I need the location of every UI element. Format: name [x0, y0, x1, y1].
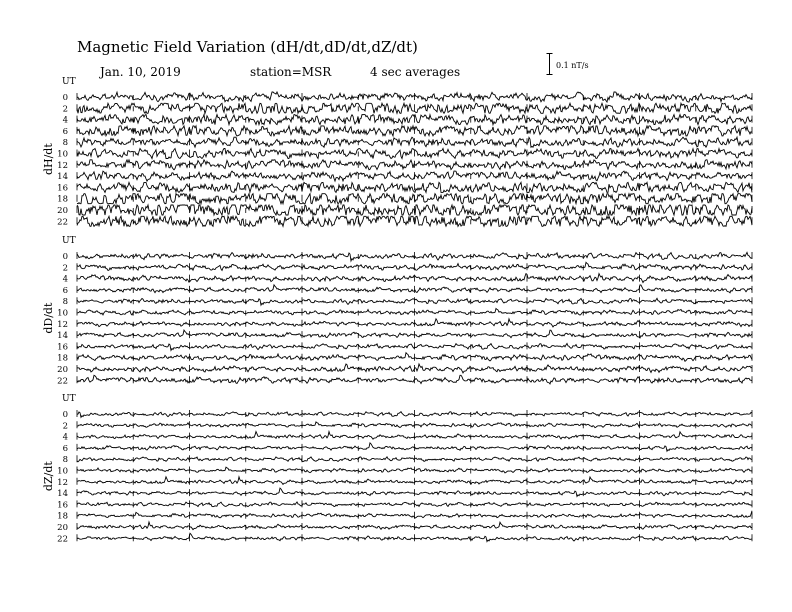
row-label: 18 — [57, 194, 68, 205]
row-label: 8 — [62, 455, 68, 466]
row-label: 18 — [57, 511, 68, 522]
row-label: 16 — [57, 500, 68, 511]
row-label: 22 — [57, 534, 68, 545]
row-label: 6 — [62, 285, 68, 296]
panel-ylabel: dD/dt — [42, 302, 55, 334]
row-label: 12 — [57, 477, 68, 488]
row-label: 2 — [62, 104, 68, 115]
chart-title: Magnetic Field Variation (dH/dt,dD/dt,dZ/dt) — [77, 38, 418, 56]
row-label: 22 — [57, 376, 68, 387]
row-label: 0 — [62, 410, 68, 420]
panel-dD-dt — [42, 236, 752, 386]
row-label: 20 — [57, 206, 68, 216]
row-label: 12 — [57, 319, 68, 330]
row-label: 20 — [57, 365, 68, 375]
date-label: Jan. 10, 2019 — [100, 65, 181, 79]
panel-dZ-dt — [42, 394, 752, 544]
row-label: 4 — [62, 115, 68, 126]
row-label: 10 — [57, 466, 68, 477]
row-label: 2 — [62, 263, 68, 274]
ut-label: UT — [62, 236, 76, 246]
row-label: 16 — [57, 342, 68, 353]
row-label: 0 — [62, 252, 68, 262]
row-label: 14 — [57, 172, 68, 183]
row-label: 6 — [62, 126, 68, 137]
row-label: 0 — [62, 93, 68, 103]
row-label: 20 — [57, 523, 68, 533]
row-label: 10 — [57, 308, 68, 319]
ut-label: UT — [62, 394, 76, 404]
panel-dH-dt — [42, 77, 752, 227]
row-label: 10 — [57, 149, 68, 160]
row-label: 16 — [57, 183, 68, 194]
row-label: 18 — [57, 353, 68, 364]
row-label: 8 — [62, 138, 68, 149]
scale-bar — [546, 53, 553, 75]
station-label: station=MSR — [250, 65, 332, 79]
row-label: 22 — [57, 217, 68, 228]
row-label: 8 — [62, 297, 68, 308]
averaging-label: 4 sec averages — [370, 65, 461, 79]
row-label: 14 — [57, 331, 68, 342]
panel-ylabel: dH/dt — [42, 143, 55, 176]
row-label: 14 — [57, 489, 68, 500]
row-label: 2 — [62, 421, 68, 432]
row-label: 4 — [62, 274, 68, 285]
scale-bar-label: 0.1 nT/s — [556, 61, 589, 70]
row-label: 12 — [57, 160, 68, 171]
panel-ylabel: dZ/dt — [42, 461, 55, 492]
ut-label: UT — [62, 77, 76, 87]
row-label: 4 — [62, 432, 68, 443]
row-label: 6 — [62, 443, 68, 454]
